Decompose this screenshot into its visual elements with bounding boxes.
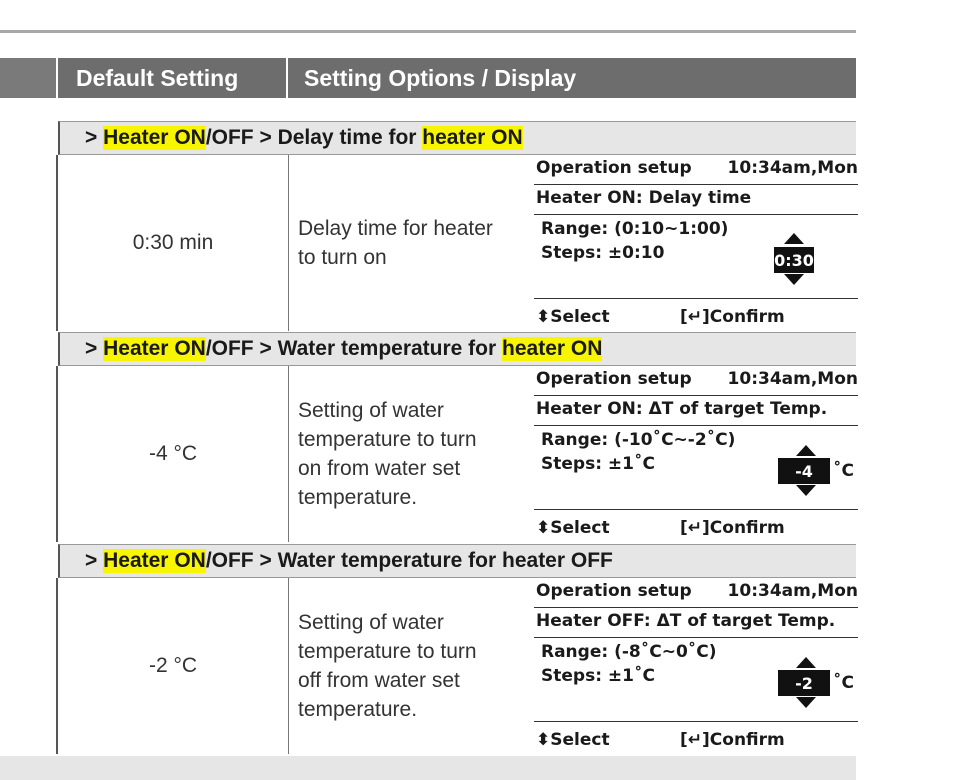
value-display: -2	[778, 670, 830, 696]
screen-title: Operation setup	[536, 158, 692, 178]
screen-divider	[534, 395, 858, 396]
default-value: 0:30 min	[58, 155, 289, 331]
description	[298, 578, 508, 754]
section-water-temp-off	[58, 544, 856, 578]
header-col0	[0, 58, 56, 98]
increase-arrow-icon[interactable]	[796, 445, 816, 456]
confirm-hint: [↵]Confirm	[680, 730, 785, 750]
screen-time: 10:34am,Mon	[727, 158, 858, 178]
description-line: temperature to turn	[298, 428, 477, 451]
description-line: temperature to turn	[298, 640, 477, 663]
screen-range: Range: (-8˚C~0˚C)	[541, 642, 717, 662]
screen-divider	[534, 214, 858, 215]
section-highlight-2: heater ON	[422, 126, 523, 149]
screen-steps: Steps: ±0:10	[541, 243, 665, 263]
description-line: on from water set	[298, 457, 461, 480]
table-row	[56, 366, 856, 542]
value-unit: ˚C	[833, 673, 854, 693]
screen-steps: Steps: ±1˚C	[541, 454, 655, 474]
screen-subtitle: Heater ON: ΔT of target Temp.	[536, 399, 828, 419]
screen-title: Operation setup	[536, 369, 692, 389]
value-display: 0:30	[774, 247, 814, 273]
screen-divider	[534, 721, 858, 722]
increase-arrow-icon[interactable]	[784, 233, 804, 244]
section-highlight-2: heater ON	[502, 337, 603, 360]
section-prefix: >	[85, 126, 104, 149]
value-unit: ˚C	[833, 461, 854, 481]
section-middle: /OFF > Water temperature for heater OFF	[205, 549, 613, 572]
select-hint: ⬍Select	[536, 518, 610, 538]
description-line: Setting of water	[298, 611, 444, 634]
screen-steps: Steps: ±1˚C	[541, 666, 655, 686]
screen-time: 10:34am,Mon	[727, 581, 858, 601]
lcd-screen	[534, 155, 858, 331]
description	[298, 366, 508, 542]
header-setting-options: Setting Options / Display	[288, 58, 856, 98]
lcd-screen	[534, 366, 858, 542]
screen-divider	[534, 425, 858, 426]
table-row	[56, 155, 856, 331]
select-hint: ⬍Select	[536, 307, 610, 327]
increase-arrow-icon[interactable]	[796, 657, 816, 668]
description	[298, 155, 508, 331]
description-line: temperature.	[298, 698, 418, 721]
section-middle: /OFF > Water temperature for	[205, 337, 503, 360]
header-default-setting: Default Setting	[58, 58, 286, 98]
description-line: to turn on	[298, 246, 387, 269]
screen-title: Operation setup	[536, 581, 692, 601]
decrease-arrow-icon[interactable]	[796, 485, 816, 496]
section-water-temp-on	[58, 332, 856, 366]
next-section-band	[0, 756, 856, 780]
section-middle: /OFF > Delay time for	[205, 126, 423, 149]
screen-time: 10:34am,Mon	[727, 369, 858, 389]
confirm-hint: [↵]Confirm	[680, 307, 785, 327]
decrease-arrow-icon[interactable]	[784, 274, 804, 285]
select-hint: ⬍Select	[536, 730, 610, 750]
screen-subtitle: Heater ON: Delay time	[536, 188, 752, 208]
description-line: Setting of water	[298, 399, 444, 422]
screen-range: Range: (-10˚C~-2˚C)	[541, 430, 736, 450]
default-value: -4 °C	[58, 366, 289, 542]
section-prefix: >	[85, 337, 104, 360]
section-prefix: >	[85, 549, 104, 572]
table-row	[56, 578, 856, 754]
confirm-hint: [↵]Confirm	[680, 518, 785, 538]
section-highlight-1: Heater ON	[103, 126, 206, 149]
description-line: temperature.	[298, 486, 418, 509]
section-highlight-1: Heater ON	[103, 337, 206, 360]
top-rule	[0, 30, 856, 33]
screen-subtitle: Heater OFF: ΔT of target Temp.	[536, 611, 836, 631]
lcd-screen	[534, 578, 858, 754]
section-delay-time	[58, 121, 856, 155]
screen-divider	[534, 637, 858, 638]
screen-divider	[534, 509, 858, 510]
decrease-arrow-icon[interactable]	[796, 697, 816, 708]
screen-divider	[534, 184, 858, 185]
screen-range: Range: (0:10~1:00)	[541, 219, 729, 239]
screen-divider	[534, 298, 858, 299]
screen-divider	[534, 607, 858, 608]
section-highlight-1: Heater ON	[103, 549, 206, 572]
description-line: Delay time for heater	[298, 217, 493, 240]
description-line: off from water set	[298, 669, 460, 692]
default-value: -2 °C	[58, 578, 289, 754]
value-display: -4	[778, 458, 830, 484]
